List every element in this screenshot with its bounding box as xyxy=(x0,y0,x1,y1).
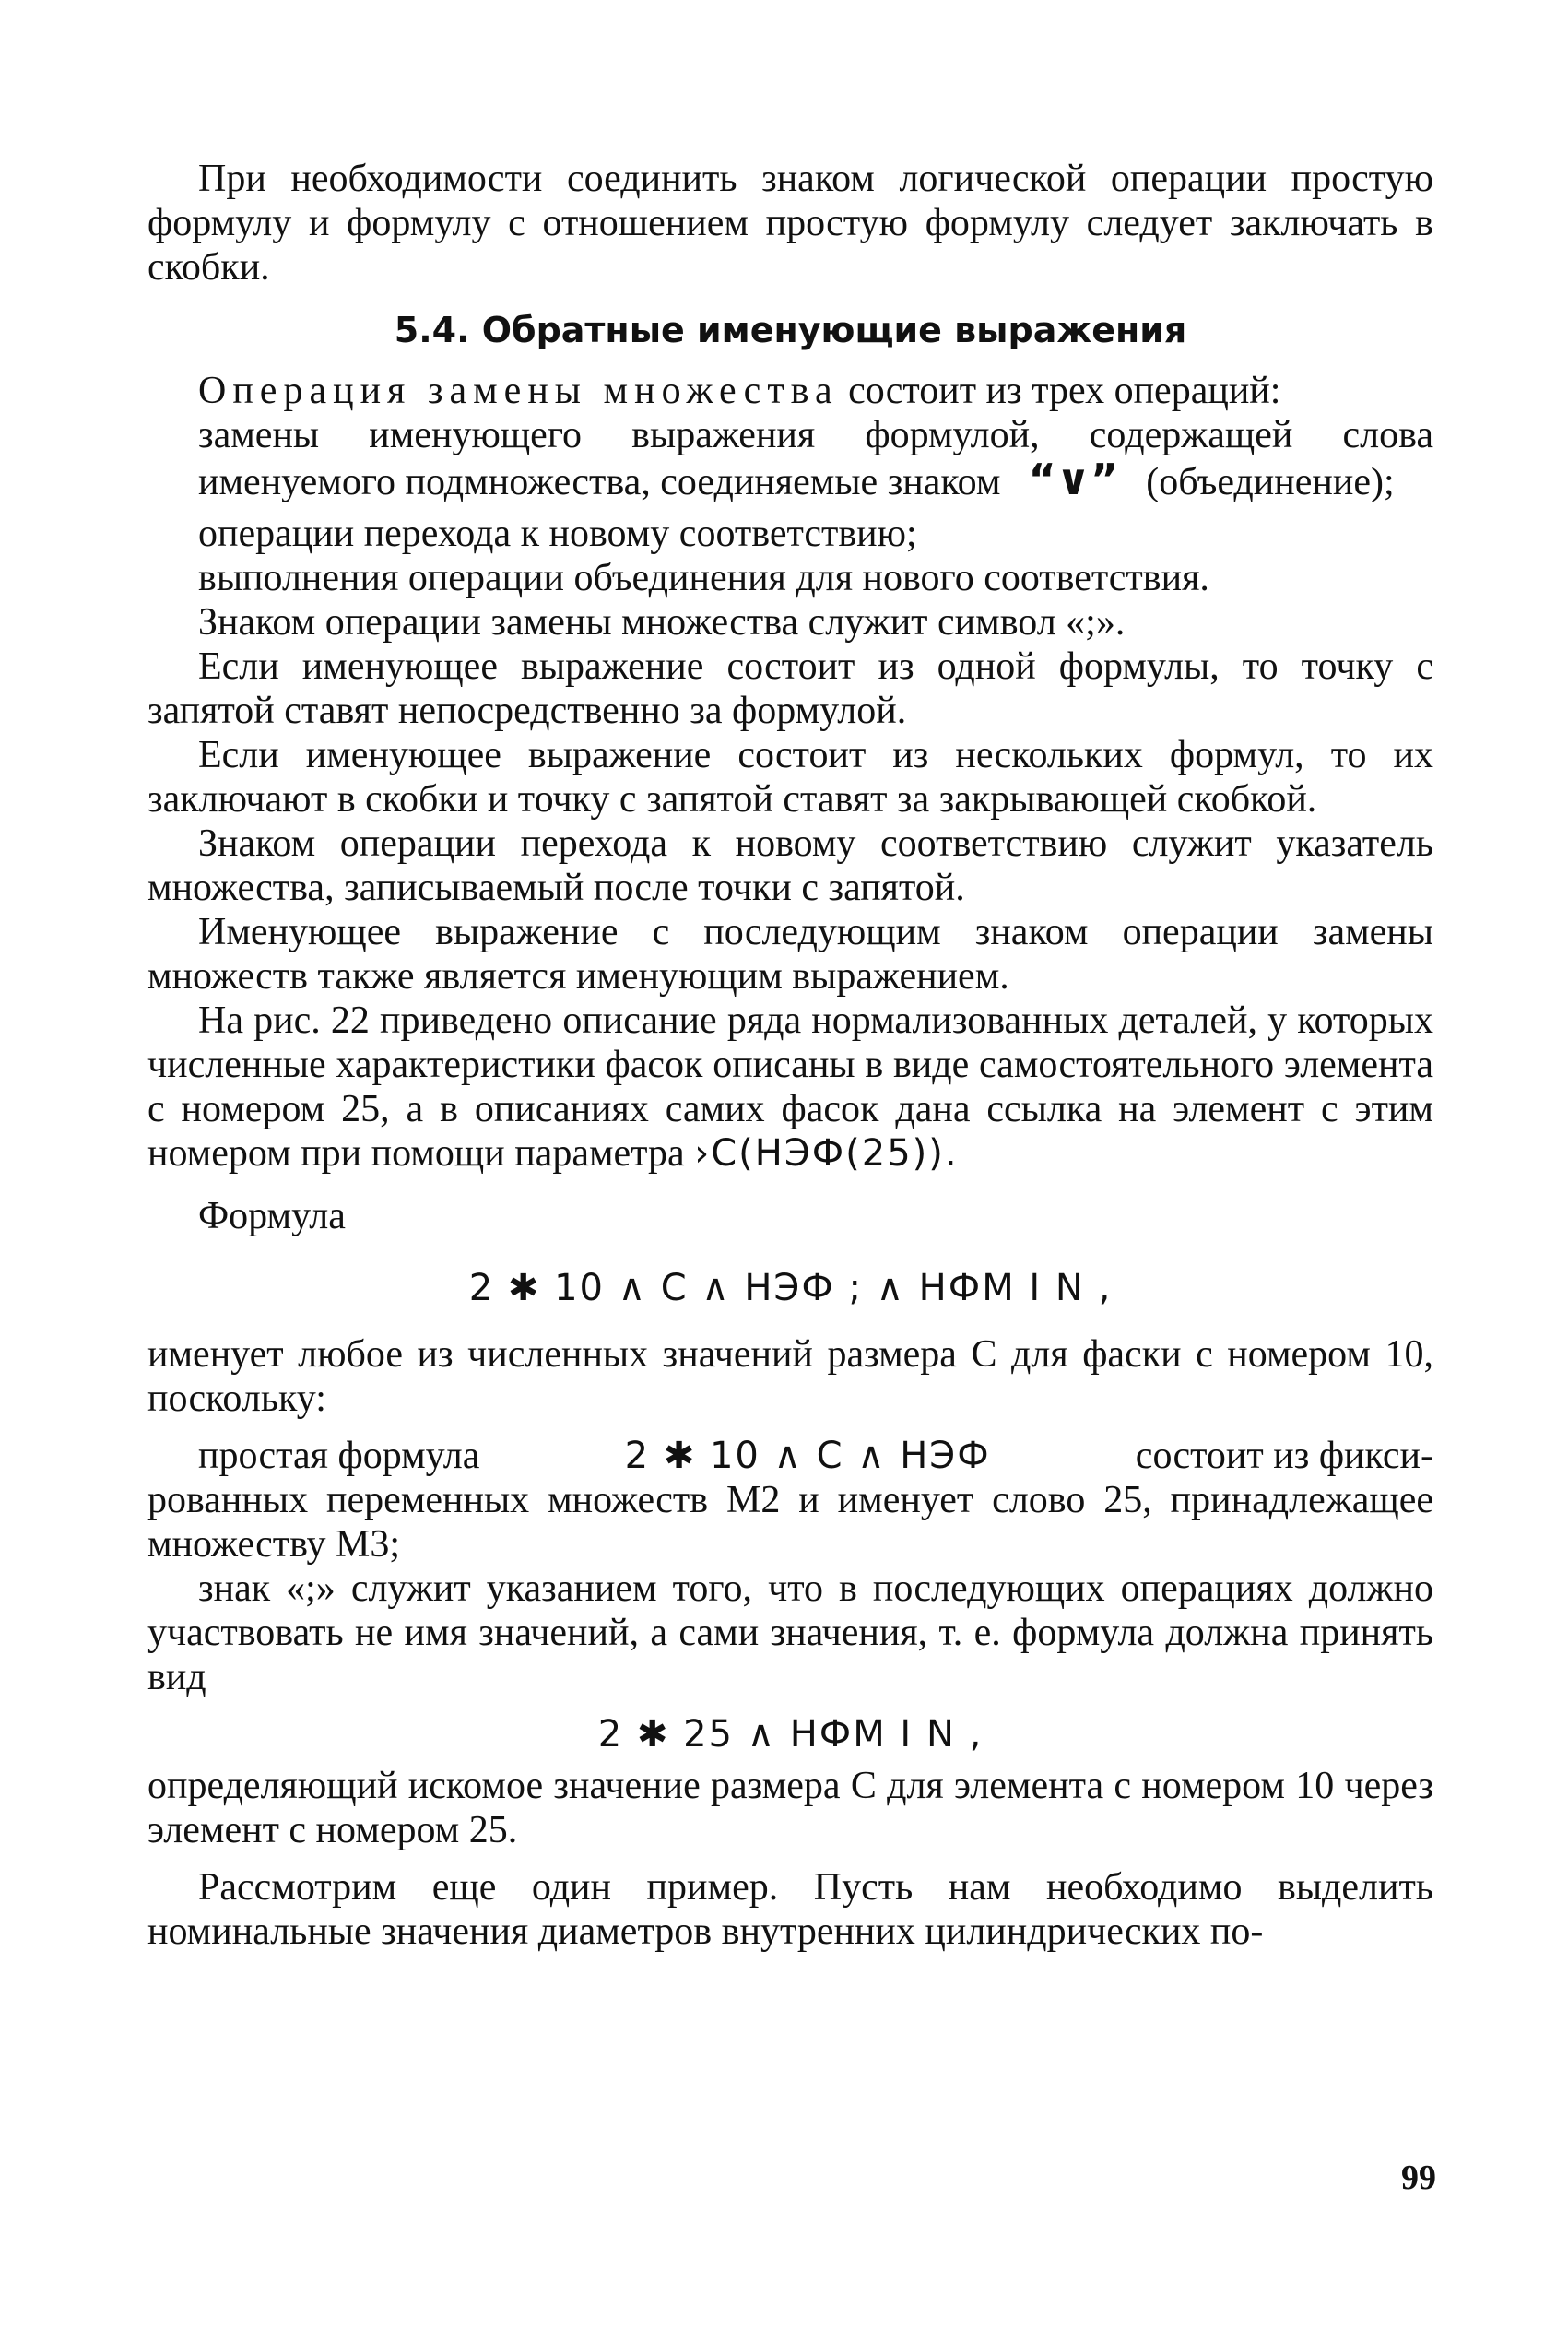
list-item-1-text: замены именующего выражения формулой, содержащей слова именуемого подмножества, соединяемые знаком xyxy=(198,414,1433,503)
list-item-1 xyxy=(147,413,1433,504)
simple-formula-row xyxy=(147,1434,1433,1478)
formula-label: Формула xyxy=(198,1195,346,1237)
body-paragraph xyxy=(147,999,1433,1176)
closing-paragraph: Рассмотрим еще один пример. Пусть нам необходимо выделить номинальные значения диаметров внутренних цилиндрических по- xyxy=(147,1866,1433,1953)
union-symbol: “∨” xyxy=(1028,455,1119,504)
intro-paragraph: При необходимости соединить знаком логической операции простую формулу и формулу с отношением простую формулу следует заключать в скобки. xyxy=(147,158,1433,289)
section-heading: 5.4. Обратные именующие выражения xyxy=(394,310,1187,350)
formula-explanation: именует любое из численных значений размера С для фаски с номером 10, поскольку: xyxy=(147,1333,1433,1420)
body-paragraph: Знаком операции перехода к новому соответствию служит указатель множества, записываемый после точки с запятой. xyxy=(147,822,1433,909)
display-formula-2: 2 ✱ 25 ∧ НФМ I N , xyxy=(597,1713,984,1756)
display-formula-1: 2 ✱ 10 ∧ С ∧ НЭФ ; ∧ НФМ I N , xyxy=(468,1267,1113,1309)
body-paragraph: Знаком операции замены множества служит символ «;». xyxy=(198,601,1126,644)
simple-formula-continuation: рованных переменных множеств М2 и именует слово 25, принадлежащее множеству М3; xyxy=(147,1479,1433,1566)
page-number: 99 xyxy=(1401,2158,1436,2197)
body-paragraph: Если именующее выражение состоит из нескольких формул, то их заключают в скобки и точку с запятой ставят за закрывающей скобкой. xyxy=(147,734,1433,821)
operation-term: Операция замены множества xyxy=(198,370,839,412)
list-item-2: операции перехода к новому соответствию; xyxy=(198,513,917,555)
list-item-3: выполнения операции объединения для нового соответствия. xyxy=(198,557,1209,599)
page-content xyxy=(147,157,1433,1954)
operation-definition-rest: состоит из трех операций: xyxy=(838,370,1281,412)
sign-explanation: знак «;» служит указанием того, что в последующих операциях должно участвовать не имя значений, а сами значения, т. е. формула должна принять вид xyxy=(147,1567,1433,1698)
result-explanation: определяющий искомое значение размера С для элемента с номером 10 через элемент с номером 25. xyxy=(147,1765,1433,1851)
simple-formula-label: простая формула xyxy=(198,1435,480,1477)
simple-formula: 2 ✱ 10 ∧ С ∧ НЭФ xyxy=(624,1435,991,1477)
operation-definition xyxy=(147,369,1433,413)
body-paragraph: Именующее выражение с последующим знаком операции замены множеств также является именующим выражением. xyxy=(147,911,1433,998)
body-paragraph: Если именующее выражение состоит из одной формулы, то точку с запятой ставят непосредственно за формулой. xyxy=(147,645,1433,732)
list-item-1-tail: (объединение); xyxy=(1146,461,1395,503)
simple-formula-tail: состоит из фикси- xyxy=(1135,1435,1433,1477)
parameter-formula: ›С(НЭФ(25)). xyxy=(694,1132,959,1175)
figure-reference-text: На рис. 22 приведено описание ряда нормализованных деталей, у которых численные характеристики фасок описаны в виде самостоятельного элемента с номером 25, а в описаниях самих фасок дана ссылка на элемент с этим номером при помощи параметра xyxy=(147,999,1433,1175)
